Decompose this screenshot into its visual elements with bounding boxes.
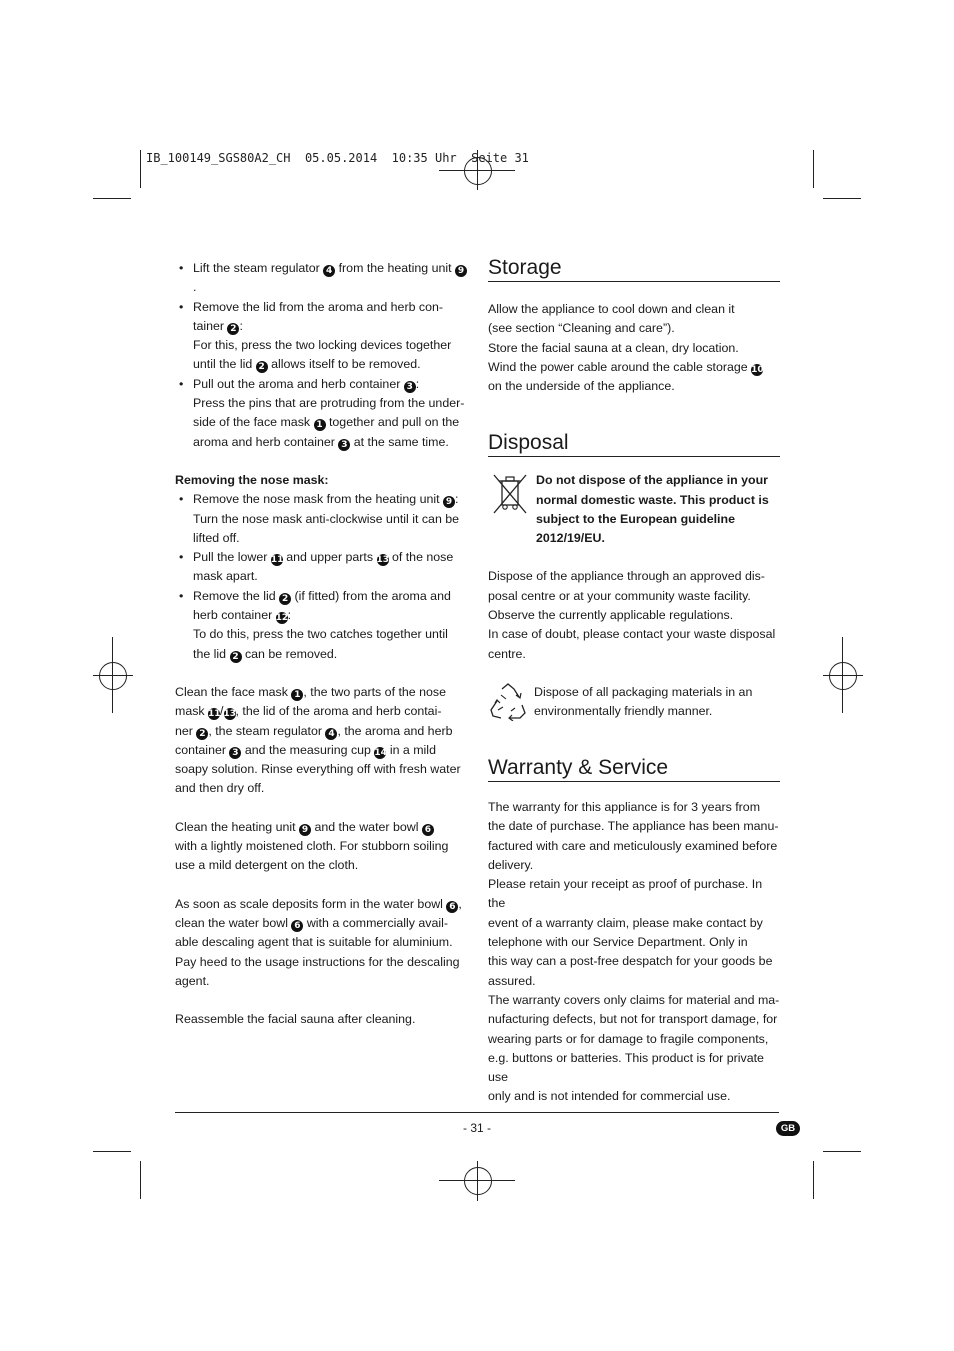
crop-mark xyxy=(823,1151,861,1152)
crop-mark xyxy=(813,1161,814,1199)
sub-heading: Removing the nose mask: xyxy=(175,472,329,487)
left-column xyxy=(175,259,470,1029)
paragraph-disposal: Dispose of the appliance through an approved dis- posal centre or at your community waste facility. Observe the currently applicable regulations. In case of doubt, please contact your waste disposal centre. xyxy=(488,569,776,661)
list-item: • Remove the lid 2 (if fitted) from the aroma and herb container 12: To do this, press the two catches together until the lid 2 can be removed. xyxy=(175,587,470,664)
heading-disposal: Disposal xyxy=(488,430,780,457)
heading-warranty: Warranty & Service xyxy=(488,755,780,782)
crop-mark xyxy=(140,150,141,188)
page-number: - 31 - xyxy=(462,1121,491,1135)
crop-mark xyxy=(813,150,814,188)
crop-mark xyxy=(93,1151,131,1152)
paragraph-reassemble: Reassemble the facial sauna after cleaning. xyxy=(175,1012,416,1027)
recycling-icon xyxy=(489,683,527,721)
paragraph-warranty: The warranty for this appliance is for 3 years from the date of purchase. The appliance has been manu- factured with care and meticulously examined before delivery. Please retain your receipt as proof of purchase. In the event of a warranty claim, please make contact by telephone with our Service Department. Only in this way can a post-free despatch for your goods be assured. The warranty covers only claims for material and ma- nufacturing defects, but not for transport damage, for wearing parts or for damage to fragile components, e.g. buttons or batteries. This product is for private use only and is not intended for commercial use. xyxy=(488,799,780,1104)
list-item: • Pull out the aroma and herb container 3 : Press the pins that are protruding from the under- side of the face mask 1 together and pull on the aroma and herb container 3 at the same time. xyxy=(175,375,470,452)
list-item: • Pull the lower 11 and upper parts 13 of the nose mask apart. xyxy=(175,548,470,587)
paragraph-cleaning-parts: Clean the face mask 1 , the two parts of the nose mask 11/13, the lid of the aroma and herb contai- ner 2 , the steam regulator 4 , the aroma and herb container 3 and the measuring cup 14 in a mild soapy solution. Rinse everything off with fresh water and then dry off. xyxy=(175,684,461,796)
print-slug: IB_100149_SGS80A2_CH 05.05.2014 10:35 Uhr Seite 31 xyxy=(146,151,529,165)
crossed-bin-icon xyxy=(490,473,530,517)
list-item: • Lift the steam regulator 4 from the heating unit 9. xyxy=(175,259,470,298)
crop-mark xyxy=(140,1161,141,1199)
paragraph-descaling: As soon as scale deposits form in the water bowl 6 , clean the water bowl 6 with a commercially avail- able descaling agent that is suitable for aluminium. Pay heed to the usage instructions for the descaling agent. xyxy=(175,896,462,988)
list-item: • Remove the lid from the aroma and herb con- tainer 2 : For this, press the two locking devices together until the lid 2 allows itself to be removed. xyxy=(175,298,470,375)
packaging-note: Dispose of all packaging materials in an environmentally friendly manner. xyxy=(534,684,753,719)
crop-mark xyxy=(823,198,861,199)
paragraph-storage: Allow the appliance to cool down and clean it (see section “Cleaning and care”). Store the facial sauna at a clean, dry location. Wind the power cable around the cable storage 10 on the underside of the appliance. xyxy=(488,302,764,394)
right-column xyxy=(488,255,780,1107)
paragraph-heating-unit: Clean the heating unit 9 and the water bowl 6 with a lightly moistened cloth. For stubborn soiling use a mild detergent on the cloth. xyxy=(175,819,449,873)
heading-storage: Storage xyxy=(488,255,780,282)
disposal-warning: Do not dispose of the appliance in your normal domestic waste. This product is subject to the European guideline 2012/19/EU. xyxy=(536,473,769,546)
crop-mark xyxy=(93,198,131,199)
list-item: • Remove the nose mask from the heating unit 9 : Turn the nose mask anti-clockwise until it can be lifted off. xyxy=(175,490,470,548)
footer-rule xyxy=(175,1112,779,1113)
language-badge: GB xyxy=(776,1121,800,1136)
